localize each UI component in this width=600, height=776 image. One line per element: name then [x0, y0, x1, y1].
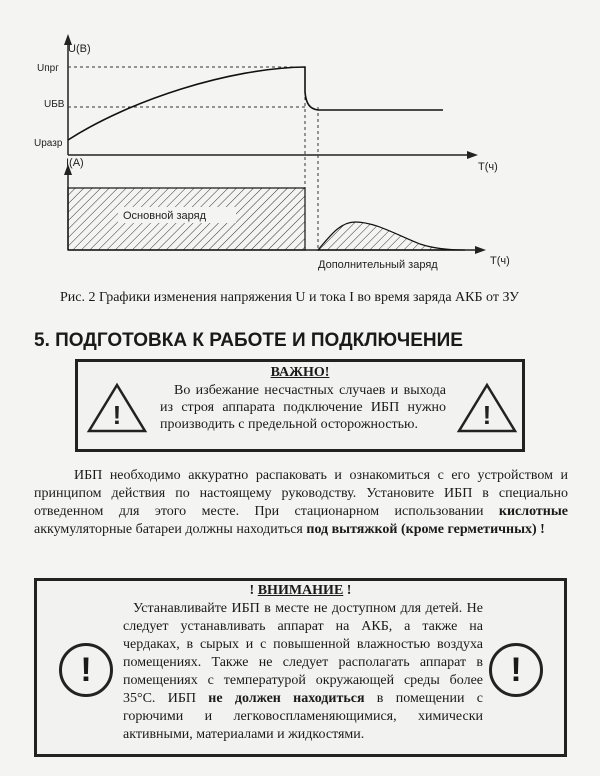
svg-text:!: !	[112, 400, 122, 430]
voltage-x-label: T(ч)	[478, 161, 498, 173]
y-tick-urazr: Uразр	[34, 138, 63, 149]
voltage-curve	[68, 67, 443, 140]
section-heading: 5. ПОДГОТОВКА К РАБОТЕ И ПОДКЛЮЧЕНИЕ	[34, 330, 463, 351]
y-tick-ubv: UБВ	[44, 99, 65, 110]
additional-charge-label: Дополнительный заряд	[318, 259, 438, 271]
charge-graphs	[0, 0, 600, 290]
voltage-x-arrow	[467, 151, 478, 159]
main-charge-label: Основной заряд	[123, 210, 207, 222]
current-y-label: I(A)	[66, 157, 84, 169]
important-title: ВАЖНО!	[270, 365, 330, 380]
warning-triangle-icon	[86, 382, 148, 434]
additional-charge-area	[318, 222, 465, 250]
exclamation-circle-icon: !	[59, 643, 113, 697]
caution-text: Устанавливайте ИБП в месте не доступном для детей. Не следует устанавливать аппарат на АКБ, а также на чердаках, в сырых и с повышенной влажностью воздуха помещениях. Также не следует располагать аппарат в помещениях с температурой окружающей среды более 35°С. ИБП не должен находиться в помещении с горючими и легковоспламеняющимися, химически активными, материалами и жидкостями.	[123, 601, 483, 742]
exclamation-circle-icon-right: !	[489, 643, 543, 697]
important-box	[75, 359, 525, 452]
current-x-arrow	[475, 246, 486, 254]
installation-paragraph: ИБП необходимо аккуратно распаковать и ознакомиться с его устройством и принципом действия по настоящему руководству. Установите ИБП в специально отведенном для этого месте. При стационарном использовании кислотные аккумуляторные батареи должны находиться под вытяжкой (кроме герметичных) !	[34, 468, 568, 537]
caution-box	[34, 578, 567, 757]
caution-title: ! ВНИМАНИЕ !	[249, 583, 352, 598]
y-tick-uprg: Uпрг	[37, 63, 59, 74]
voltage-y-label: U(B)	[68, 43, 91, 55]
figure-caption: Рис. 2 Графики изменения напряжения U и тока I во время заряда АКБ от ЗУ	[60, 290, 520, 305]
svg-text:!: !	[482, 400, 492, 430]
current-x-label: T(ч)	[490, 255, 510, 267]
warning-triangle-icon-right	[456, 382, 518, 434]
important-text: Во избежание несчастных случаев и выхода из строя аппарата подключение ИБП нужно производить с предельной осторожностью.	[160, 383, 446, 432]
